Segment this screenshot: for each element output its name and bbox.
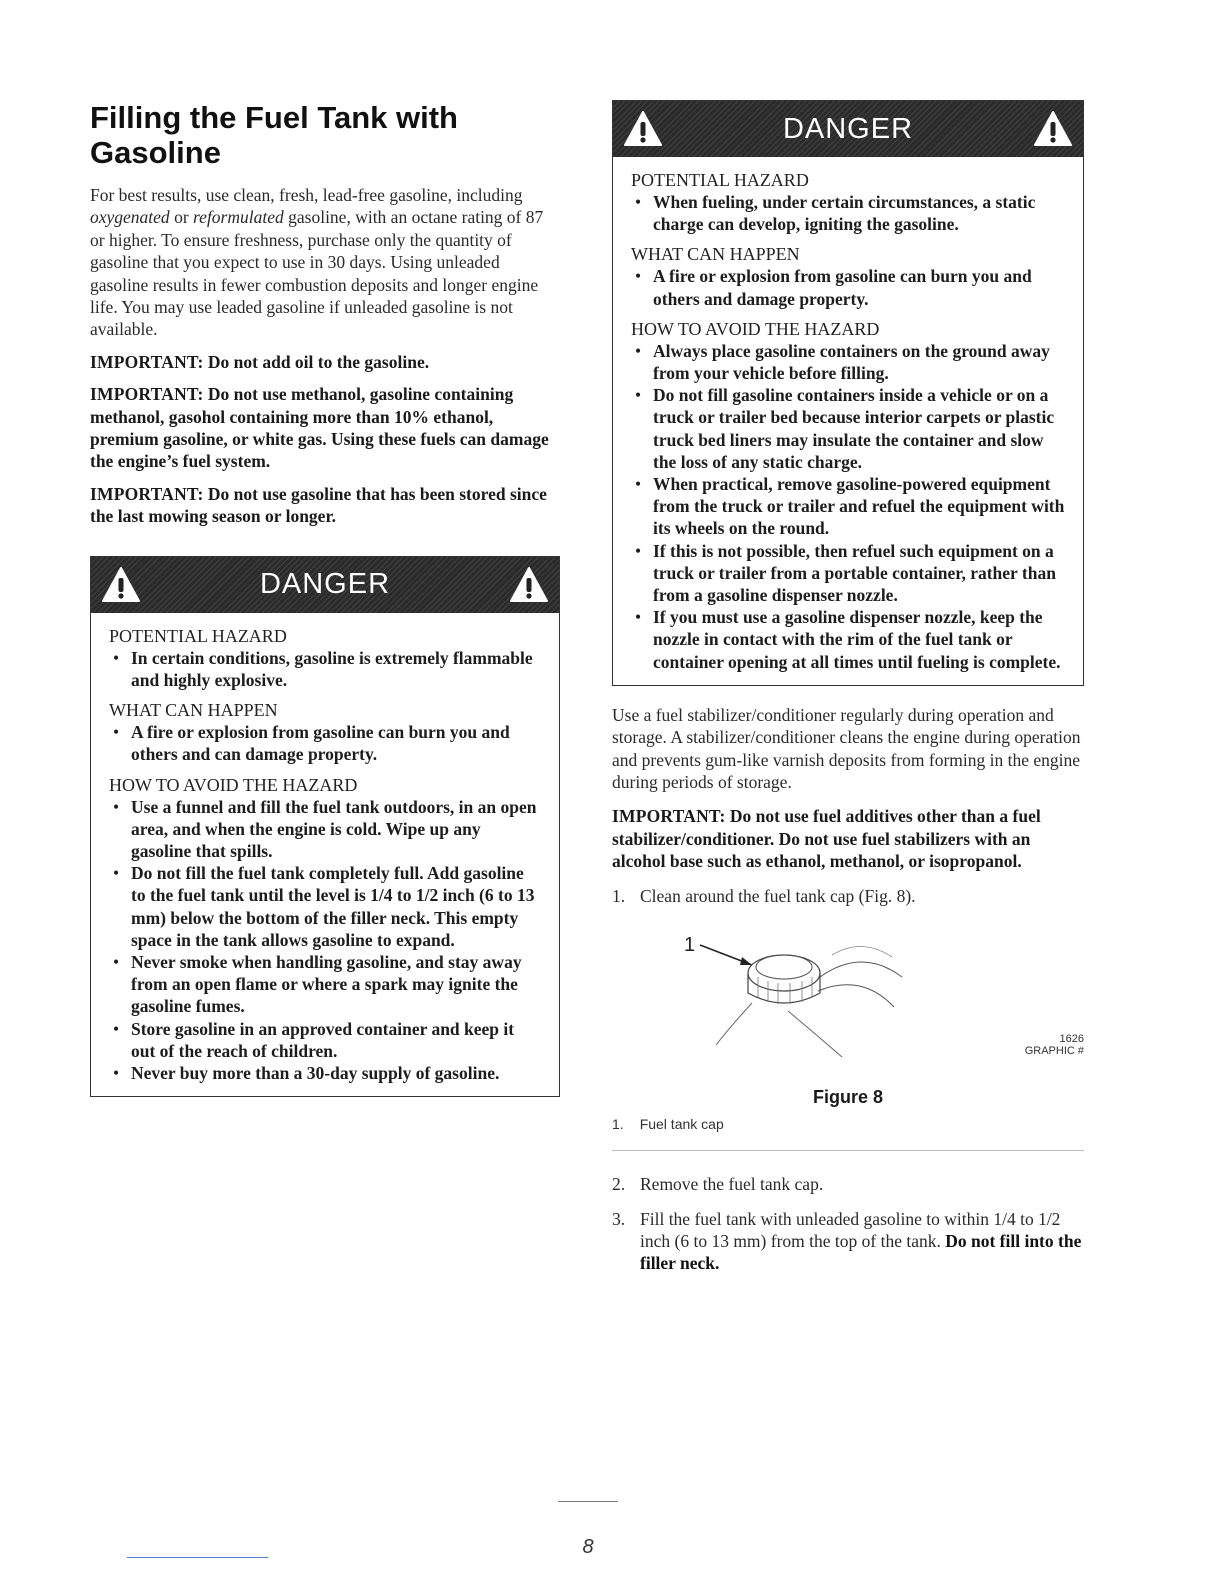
list-item: • If this is not possible, then refuel such equipment on a truck or trailer from a portable container, rather than from a gasoline dispenser nozzle. <box>631 540 1065 607</box>
section-title-line2: Gasoline <box>90 135 221 170</box>
list-item: • In certain conditions, gasoline is extremely flammable and highly explosive. <box>109 647 541 691</box>
important-note-stored <box>90 483 560 528</box>
list-item: • A fire or explosion from gasoline can burn you and others and damage property. <box>631 265 1065 309</box>
page-number: 8 <box>582 1536 594 1558</box>
what-can-happen-heading: WHAT CAN HAPPEN <box>631 244 800 265</box>
what-can-happen-heading: WHAT CAN HAPPEN <box>109 700 278 721</box>
warning-triangle-icon <box>101 565 141 605</box>
legend-text: Fuel tank cap <box>639 1116 724 1133</box>
step-number: 3. <box>612 1208 626 1229</box>
list-item: • Always place gasoline containers on the ground away from your vehicle before filling. <box>631 340 1065 384</box>
step-number: 1. <box>612 885 626 906</box>
potential-hazard-heading: POTENTIAL HAZARD <box>631 170 809 190</box>
step-2 <box>612 1173 1084 1195</box>
graphic-number: 1626 <box>1059 1033 1084 1046</box>
step-text-bold: Do not fill into the filler neck. <box>640 1230 1082 1274</box>
step-text: Remove the fuel tank cap. <box>640 1174 824 1195</box>
figure-divider <box>612 1150 1084 1151</box>
callout-number: 1 <box>684 934 696 957</box>
important-text: Do not use methanol, gasoline containing methanol, gasohol containing more than 10% ethanol, premium gasoline, or white gas. Using these fuels can damage the engine’s fuel system. <box>90 384 549 472</box>
important-note-oil <box>90 351 560 373</box>
important-lead: IMPORTANT: <box>90 384 204 405</box>
danger-box-flammable <box>90 556 560 1097</box>
intro-italic-oxygenated: oxygenated <box>90 207 170 228</box>
list-item: • Do not fill gasoline containers inside a vehicle or on a truck or trailer bed because interior carpets or plastic truck bed liners may insulate the container and slow the loss of any static charge. <box>631 384 1065 473</box>
legend-number: 1. <box>612 1116 624 1133</box>
graphic-label: GRAPHIC # <box>1024 1045 1084 1058</box>
figure-caption: Figure 8 <box>812 1087 883 1108</box>
danger-body <box>613 157 1083 685</box>
step-text-normal: Fill the fuel tank with unleaded gasoline to within 1/4 to 1/2 inch (6 to 13 mm) from the top of the tank. <box>640 1208 1061 1251</box>
right-column <box>612 100 1084 1275</box>
important-lead: IMPORTANT: <box>612 806 726 827</box>
danger-title: DANGER <box>259 568 391 601</box>
list-item: • When fueling, under certain circumstances, a static charge can develop, igniting the gasoline. <box>631 191 1065 235</box>
section-title <box>90 100 560 170</box>
step-1 <box>612 885 1084 907</box>
figure-8 <box>612 907 1084 1087</box>
how-to-avoid-heading: HOW TO AVOID THE HAZARD <box>109 774 358 795</box>
potential-hazard-list <box>631 191 1065 235</box>
section-title-line1: Filling the Fuel Tank with <box>90 100 458 135</box>
danger-header <box>91 557 559 613</box>
danger-body <box>91 613 559 1096</box>
step-text <box>640 1208 1084 1275</box>
list-item: • Never buy more than a 30-day supply of gasoline. <box>109 1062 541 1084</box>
graphic-id <box>1025 1033 1084 1057</box>
danger-box-static <box>612 100 1084 686</box>
intro-text-1: For best results, use clean, fresh, lead-free gasoline, including <box>90 185 523 205</box>
warning-triangle-icon <box>623 109 663 149</box>
step-number: 2. <box>612 1174 626 1195</box>
page-number-rule <box>558 1501 618 1502</box>
left-column <box>90 100 560 1097</box>
warning-triangle-icon <box>1033 109 1073 149</box>
list-item: • If you must use a gasoline dispenser nozzle, keep the nozzle in contact with the rim of the fuel tank or container opening at all times until fueling is complete. <box>631 606 1065 673</box>
important-lead: IMPORTANT: <box>90 351 204 372</box>
important-note-fuels <box>90 383 560 473</box>
step-3 <box>612 1208 1084 1275</box>
bottom-rule <box>127 1557 268 1558</box>
list-item: • Do not fill the fuel tank completely full. Add gasoline to the fuel tank until the level is 1/4 to 1/2 inch (6 to 13 mm) below the bottom of the filler neck. This empty space in the tank allows gasoline to expand. <box>109 862 541 951</box>
how-to-avoid-list <box>109 796 541 1085</box>
important-text: Do not use fuel additives other than a fuel stabilizer/conditioner. Do not use fuel stabilizers with an alcohol base such as ethanol, methanol, or isopropanol. <box>612 806 1041 872</box>
list-item: • Never smoke when handling gasoline, and stay away from an open flame or where a spark may ignite the gasoline fumes. <box>109 951 541 1018</box>
fuel-tank-cap-illustration <box>612 907 1084 1057</box>
how-to-avoid-heading: HOW TO AVOID THE HAZARD <box>631 318 880 339</box>
figure-legend <box>612 1116 1084 1132</box>
list-item: • Store gasoline in an approved container and keep it out of the reach of children. <box>109 1018 541 1062</box>
intro-text-2: or <box>169 207 194 228</box>
stabilizer-paragraph: Use a fuel stabilizer/conditioner regularly during operation and storage. A stabilizer/conditioner cleans the engine during operation and prevents gum-like varnish deposits from forming in the engine during periods of storage. <box>612 704 1081 793</box>
how-to-avoid-list <box>631 340 1065 673</box>
intro-italic-reformulated: reformulated <box>193 207 284 228</box>
important-note-additives <box>612 805 1084 872</box>
list-item: • A fire or explosion from gasoline can burn you and others and can damage property. <box>109 721 541 765</box>
list-item: • Use a funnel and fill the fuel tank outdoors, in an open area, and when the engine is cold. Wipe up any gasoline that spills. <box>109 796 541 863</box>
danger-header <box>613 101 1083 157</box>
important-lead: IMPORTANT: <box>90 483 204 504</box>
list-item: • When practical, remove gasoline-powered equipment from the truck or trailer and refuel the equipment with its wheels on the round. <box>631 473 1065 540</box>
intro-text-3: gasoline, with an octane rating of 87 or higher. To ensure freshness, purchase only the quantity of gasoline that you expect to use in 30 days. Using unleaded gasoline results in fewer combustion deposits and longer engine life. You may use leaded gasoline if unleaded gasoline is not available. <box>90 207 544 340</box>
warning-triangle-icon <box>509 565 549 605</box>
what-can-happen-list <box>109 721 541 765</box>
important-text: Do not add oil to the gasoline. <box>203 351 430 372</box>
important-text: Do not use gasoline that has been stored since the last mowing season or longer. <box>90 483 547 527</box>
intro-paragraph <box>90 184 560 341</box>
potential-hazard-heading: POTENTIAL HAZARD <box>109 625 287 646</box>
danger-title: DANGER <box>782 112 914 145</box>
step-text: Clean around the fuel tank cap (Fig. 8). <box>640 885 916 906</box>
potential-hazard-list <box>109 647 541 691</box>
what-can-happen-list <box>631 265 1065 309</box>
